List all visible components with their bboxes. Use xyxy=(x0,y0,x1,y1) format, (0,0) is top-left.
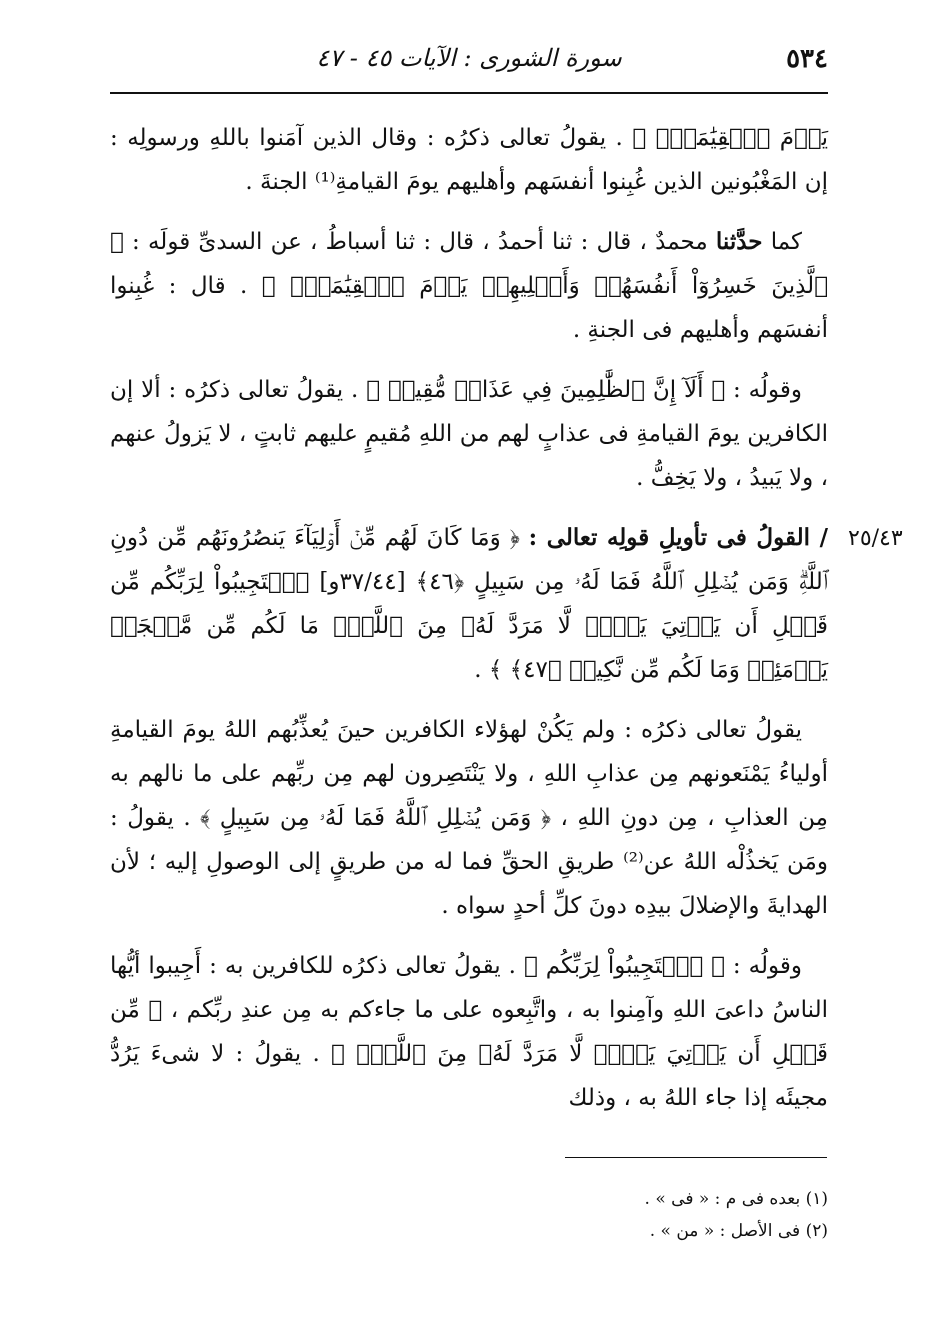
footnote-rule xyxy=(565,1157,827,1158)
bold-phrase: حدَّثنا xyxy=(715,228,763,255)
margin-reference: ٢٥/٤٣ xyxy=(848,526,903,551)
footnote: (٢) فى الأصل : « من » . xyxy=(649,1221,828,1241)
paragraph: وقولُه : ﴿ ٱسۡتَجِيبُواْ لِرَبِّكُم ﴾ . يقولُ تعالى ذكرُه للكافرين به : أَجِيبوا أيُّها الناسُ داعىَ اللهِ وآمِنوا به ، واتَّبِعوه على ما جاءكم به مِن عندِ ربِّكم ، ﴿ مِّن قَبۡلِ أَن يَأۡتِيَ يَوۡمٞ لَّا مَرَدَّ لَهُۥ مِنَ ٱللَّهِۚ ﴾ . يقولُ : لا شىءَ يَرُدُّ مجيئَه إذا جاء اللهُ به ، وذلك xyxy=(110,953,828,1111)
page-number: ٥٣٤ xyxy=(786,44,828,74)
running-title: سورة الشورى : الآيات ٤٥ - ٤٧ xyxy=(316,44,622,72)
page-header xyxy=(110,40,828,84)
footnotes xyxy=(110,1183,828,1247)
paragraph: يقولُ تعالى ذكرُه : ولم يَكُنْ لهؤلاء الكافرين حينَ يُعذِّبُهم اللهُ يومَ القيامةِ أولياءُ يَمْنَعونهم مِن عذابِ اللهِ ، ولا يَنْتَصِرون لهم مِن ربِّهم على ما نالهم به مِن العذابِ ، مِن دونِ اللهِ ، ﴿ وَمَن يُضۡلِلِ ٱللَّهُ فَمَا لَهُۥ مِن سَبِيلٍ ﴾ . يقولُ : ومَن يَخذُلْه اللهُ عن⁽²⁾ طريقِ الحقِّ فما له من طريقٍ إلى الوصولِ إليه ؛ لأن الهدايةَ والإضلالَ بيدِه دونَ كلِّ أحدٍ سواه . xyxy=(110,717,828,919)
paragraph: كما حدَّثنا محمدٌ ، قال : ثنا أحمدُ ، قال : ثنا أسباطُ ، عن السدىِّ قولَه : ﴿ ٱلَّذِينَ خَسِرُوٓاْ أَنفُسَهُمۡ وَأَهۡلِيهِمۡ يَوۡمَ ٱلۡقِيَٰمَةِۗ ﴾ . قال : غُبِنوا أنفسَهم وأهليهم فى الجنةِ . xyxy=(110,228,828,343)
paragraph: وقولُه : ﴿ أَلَآ إِنَّ ٱلظَّٰلِمِينَ فِي عَذَابٖ مُّقِيمٖ ﴾ . يقولُ تعالى ذكرُه : ألا إن الكافرين يومَ القيامةِ فى عذابٍ لهم من اللهِ مُقيمٍ عليهم ثابتٍ ، لا يَزولُ عنهم ، ولا يَبيدُ ، ولا يَخِفُّ . xyxy=(110,377,828,491)
main-text xyxy=(110,116,828,1136)
footnote: (١) بعده فى م : « فى » . xyxy=(644,1189,828,1209)
header-rule xyxy=(110,92,828,94)
paragraph-verse-heading: / القولُ فى تأويلِ قولِه تعالى : ﴿ وَمَا كَانَ لَهُم مِّنۡ أَوۡلِيَآءَ يَنصُرُونَهُم مِّن دُونِ ٱللَّهِۗ وَمَن يُضۡلِلِ ٱللَّهُ فَمَا لَهُۥ مِن سَبِيلٍ ﴿٤٦﴾ [٣٧/٤٤و] ٱسۡتَجِيبُواْ لِرَبِّكُم مِّن قَبۡلِ أَن يَأۡتِيَ يَوۡمٞ لَّا مَرَدَّ لَهُۥ مِنَ ٱللَّهِۚ مَا لَكُم مِّن مَّلۡجَإٖ يَوۡمَئِذٖ وَمَا لَكُم مِّن نَّكِيرٖ ﴿٤٧﴾ ﴾ . xyxy=(110,524,829,683)
bold-phrase: / القولُ فى تأويلِ قولِه تعالى : xyxy=(528,524,828,551)
paragraph: يَوۡمَ ٱلۡقِيَٰمَةِۗ ﴾ . يقولُ تعالى ذكرُه : وقال الذين آمَنوا باللهِ ورسولِه : إن المَغْبُونين الذين غُبِنوا أنفسَهم وأهليهم يومَ القيامةِ⁽¹⁾ الجنةَ . xyxy=(110,125,828,195)
